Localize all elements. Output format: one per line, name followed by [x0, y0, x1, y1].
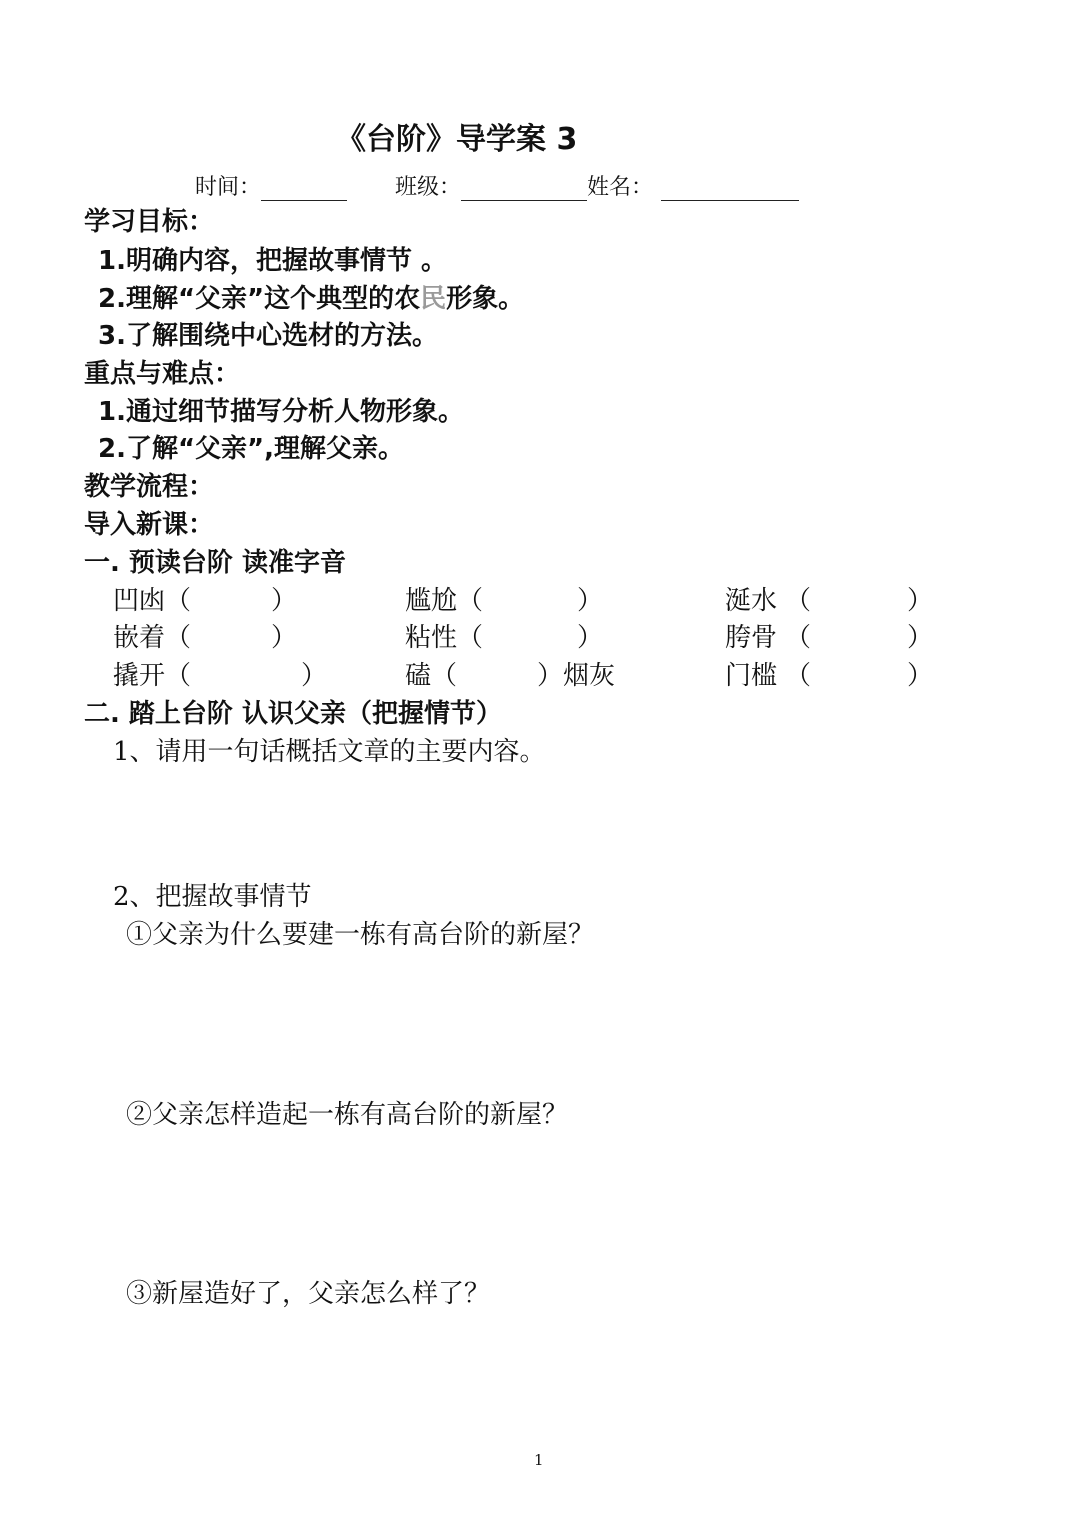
objective-item: 3.了解围绕中心选材的方法。 — [98, 321, 438, 351]
class-blank[interactable] — [461, 178, 587, 201]
page-number: 1 — [534, 1451, 544, 1469]
objective-item — [98, 278, 524, 315]
class-label: 班级： — [395, 175, 462, 200]
word-item: 尴尬（ ） — [405, 586, 604, 616]
word-item: 门槛 （ ） — [725, 661, 934, 691]
word-item: 涎水 （ ） — [725, 586, 934, 616]
objectives-heading: 学习目标： — [84, 207, 215, 237]
word-item: 胯骨 （ ） — [725, 623, 934, 653]
name-blank[interactable] — [661, 178, 799, 201]
keypoint-item: 2.了解“父亲”,理解父亲。 — [98, 434, 405, 464]
time-label: 时间： — [195, 175, 262, 200]
objective-item-text: 2.理解“父亲”这个典型的农 — [98, 284, 421, 314]
page-title: 《台阶》导学案 3 — [336, 122, 578, 157]
name-label: 姓名： — [587, 175, 654, 200]
intro-heading: 导入新课： — [84, 510, 215, 540]
objective-item: 1.明确内容，把握故事情节 。 — [98, 246, 448, 276]
word-item: 粘性（ ） — [405, 623, 604, 653]
meta-line — [195, 170, 799, 201]
word-item: 磕（ ）烟灰 — [405, 661, 616, 691]
word-item: 撬开（ ） — [113, 661, 328, 691]
objective-item-tail: 形象。 — [446, 284, 525, 314]
sub-question: ②父亲怎样造起一栋有高台阶的新屋？ — [126, 1100, 569, 1130]
sub-question: ③新屋造好了，父亲怎么样了？ — [126, 1279, 491, 1309]
faint-char: 民 — [420, 284, 447, 314]
section1-heading: 一. 预读台阶 读准字音 — [84, 548, 346, 578]
section2-heading: 二. 踏上台阶 认识父亲（把握情节） — [84, 699, 502, 729]
sub-question: ①父亲为什么要建一栋有高台阶的新屋？ — [126, 920, 595, 950]
time-blank[interactable] — [261, 178, 347, 201]
question-1: 1、请用一句话概括文章的主要内容。 — [113, 737, 546, 767]
word-item: 嵌着（ ） — [113, 623, 298, 653]
keypoints-heading: 重点与难点： — [84, 359, 241, 389]
word-item: 凹凼（ ） — [113, 586, 298, 616]
question-2: 2、把握故事情节 — [113, 882, 312, 912]
flow-heading: 教学流程： — [84, 472, 215, 502]
keypoint-item: 1.通过细节描写分析人物形象。 — [98, 397, 464, 427]
